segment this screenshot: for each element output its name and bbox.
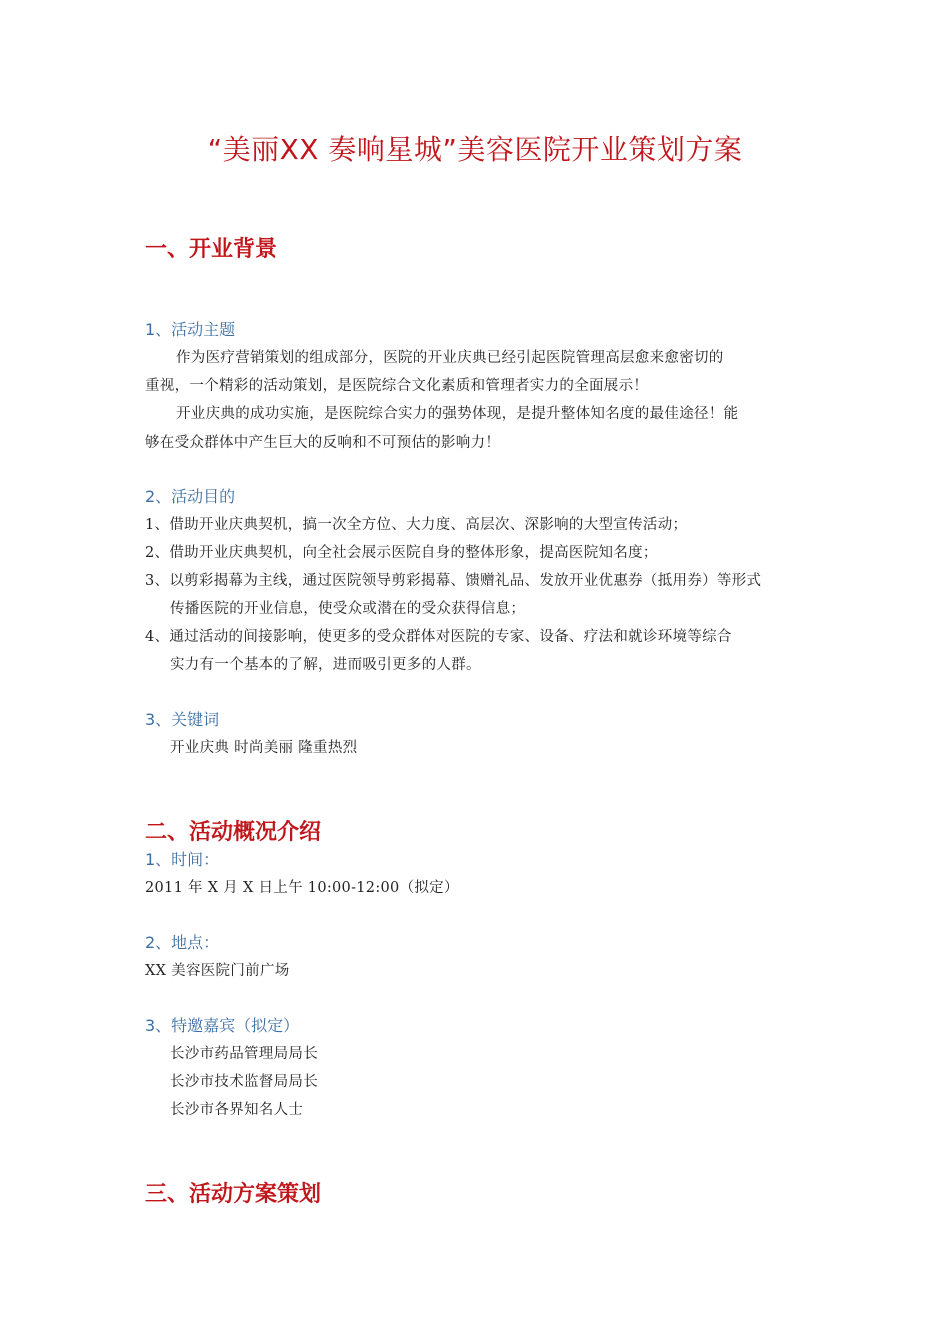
list-item-continuation: 传播医院的开业信息，使受众或潜在的受众获得信息； <box>170 601 526 617</box>
guest-item: 长沙市药品管理局局长 <box>170 1046 318 1062</box>
list-item: 2、借助开业庆典契机，向全社会展示医院自身的整体形象，提高医院知名度； <box>145 545 658 561</box>
list-item: 1、借助开业庆典契机，搞一次全方位、大力度、高层次、深影响的大型宣传活动； <box>145 517 688 533</box>
list-item: 3、以剪彩揭幕为主线，通过医院领导剪彩揭幕、馈赠礼品、发放开业优惠券（抵用券）等形式 <box>145 573 762 589</box>
subheading-time: 1、时间： <box>145 850 220 869</box>
list-item-continuation: 实力有一个基本的了解，进而吸引更多的人群。 <box>170 657 481 673</box>
list-item: 4、通过活动的间接影响，使更多的受众群体对医院的专家、设备、疗法和就诊环境等综合 <box>145 629 732 645</box>
section-heading-overview: 二、活动概况介绍 <box>145 820 322 845</box>
section-heading-plan: 三、活动方案策划 <box>145 1182 322 1207</box>
paragraph-line: 开业庆典的成功实施，是医院综合实力的强势体现，是提升整体知名度的最佳途径！能 <box>176 406 739 422</box>
place-text: XX 美容医院门前广场 <box>145 963 290 979</box>
document-title: “美丽XX 奏响星城”美容医院开业策划方案 <box>207 133 743 166</box>
subheading-place: 2、地点： <box>145 933 220 952</box>
subheading-keywords: 3、关键词 <box>145 710 220 729</box>
paragraph-line: 够在受众群体中产生巨大的反响和不可预估的影响力！ <box>145 435 501 451</box>
paragraph-line: 作为医疗营销策划的组成部分，医院的开业庆典已经引起医院管理高层愈来愈密切的 <box>176 350 724 366</box>
subheading-guests: 3、特邀嘉宾（拟定） <box>145 1016 300 1035</box>
section-heading-background: 一、开业背景 <box>145 237 278 262</box>
time-text: 2011 年 X 月 X 日上午 10:00-12:00（拟定） <box>145 880 459 896</box>
subheading-theme: 1、活动主题 <box>145 320 236 339</box>
paragraph-line: 重视，一个精彩的活动策划，是医院综合文化素质和管理者实力的全面展示！ <box>145 378 649 394</box>
guest-item: 长沙市技术监督局局长 <box>170 1074 318 1090</box>
guest-item: 长沙市各界知名人士 <box>170 1102 304 1118</box>
keywords-text: 开业庆典 时尚美丽 隆重热烈 <box>170 740 358 756</box>
subheading-purpose: 2、活动目的 <box>145 487 236 506</box>
